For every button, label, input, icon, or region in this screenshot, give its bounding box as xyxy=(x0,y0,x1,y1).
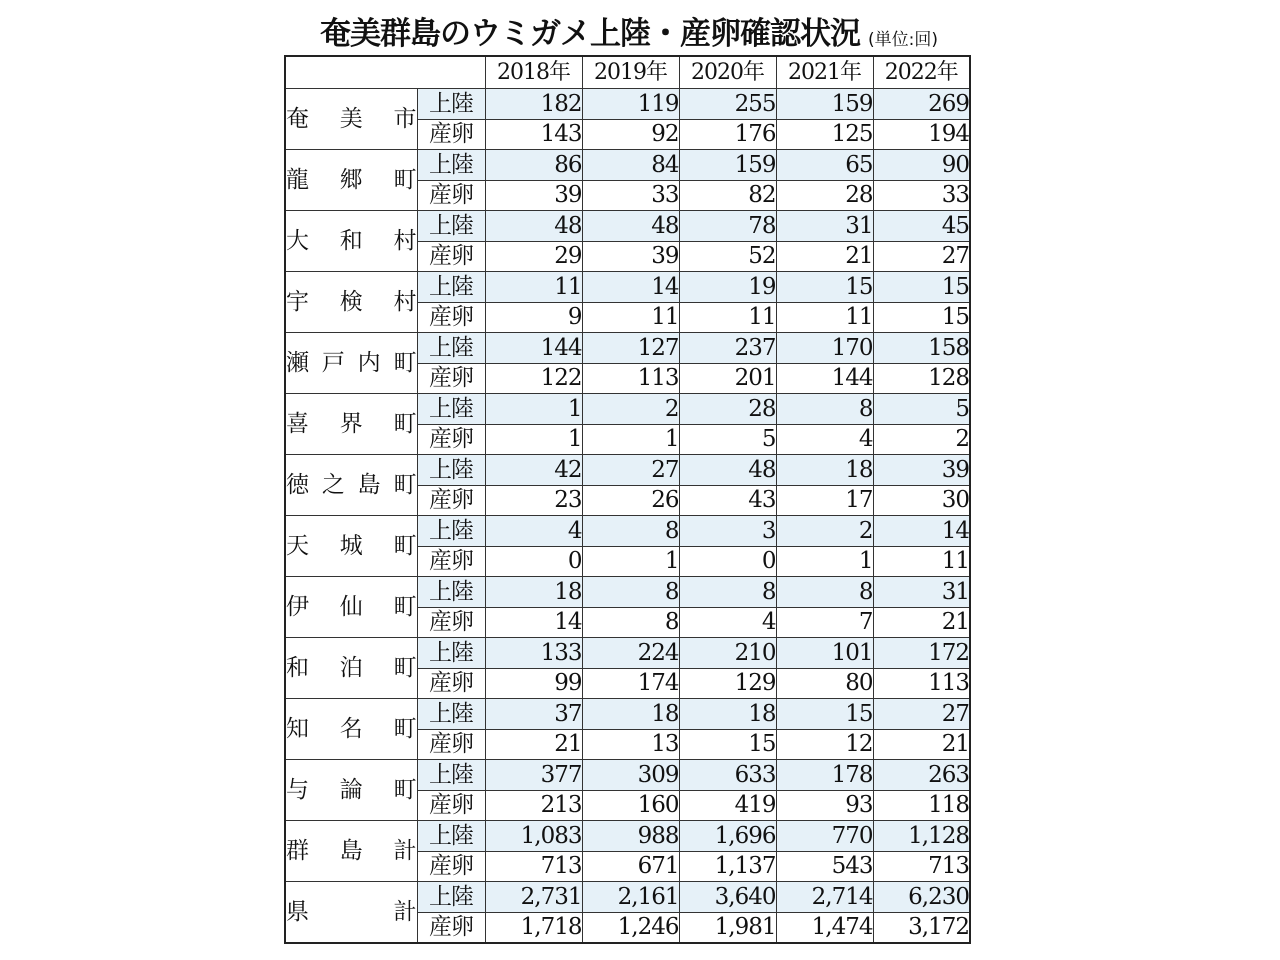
landing-count: 78 xyxy=(679,211,776,242)
landing-count: 48 xyxy=(485,211,582,242)
landing-label: 上陸 xyxy=(417,516,485,547)
landing-count: 86 xyxy=(485,150,582,181)
nesting-label: 産卵 xyxy=(417,485,485,516)
municipality-name: 大和村 xyxy=(285,211,417,272)
year-header: 2022年 xyxy=(873,56,970,89)
table-row xyxy=(285,394,970,425)
landing-label: 上陸 xyxy=(417,577,485,608)
nesting-count: 1 xyxy=(582,424,679,455)
municipality-name: 瀬戸内町 xyxy=(285,333,417,394)
municipality-name: 龍郷町 xyxy=(285,150,417,211)
nesting-count: 11 xyxy=(582,302,679,333)
nesting-count: 671 xyxy=(582,851,679,882)
nesting-count: 21 xyxy=(485,729,582,760)
corner-cell xyxy=(285,56,485,89)
landing-count: 8 xyxy=(776,394,873,425)
table-row xyxy=(285,516,970,547)
nesting-count: 9 xyxy=(485,302,582,333)
nesting-count: 1,137 xyxy=(679,851,776,882)
nesting-count: 713 xyxy=(485,851,582,882)
nesting-count: 1,718 xyxy=(485,912,582,943)
table-row xyxy=(285,333,970,364)
nesting-count: 419 xyxy=(679,790,776,821)
landing-count: 8 xyxy=(679,577,776,608)
nesting-count: 21 xyxy=(776,241,873,272)
landing-count: 27 xyxy=(873,699,970,730)
nesting-count: 11 xyxy=(679,302,776,333)
nesting-count: 33 xyxy=(582,180,679,211)
nesting-count: 128 xyxy=(873,363,970,394)
table-row xyxy=(285,211,970,242)
table-row xyxy=(285,821,970,852)
table-row xyxy=(285,577,970,608)
nesting-count: 1 xyxy=(485,424,582,455)
landing-count: 2,731 xyxy=(485,882,582,913)
municipality-name: 宇検村 xyxy=(285,272,417,333)
nesting-count: 1,474 xyxy=(776,912,873,943)
table-row xyxy=(285,882,970,913)
landing-count: 170 xyxy=(776,333,873,364)
landing-label: 上陸 xyxy=(417,272,485,303)
municipality-name: 天城町 xyxy=(285,516,417,577)
nesting-count: 26 xyxy=(582,485,679,516)
municipality-name: 喜界町 xyxy=(285,394,417,455)
nesting-count: 99 xyxy=(485,668,582,699)
table-row xyxy=(285,89,970,120)
nesting-count: 92 xyxy=(582,119,679,150)
nesting-count: 80 xyxy=(776,668,873,699)
landing-count: 18 xyxy=(679,699,776,730)
landing-count: 8 xyxy=(582,516,679,547)
nesting-count: 13 xyxy=(582,729,679,760)
landing-count: 45 xyxy=(873,211,970,242)
landing-count: 48 xyxy=(582,211,679,242)
landing-count: 31 xyxy=(873,577,970,608)
landing-label: 上陸 xyxy=(417,638,485,669)
landing-label: 上陸 xyxy=(417,394,485,425)
landing-count: 3,640 xyxy=(679,882,776,913)
nesting-label: 産卵 xyxy=(417,363,485,394)
nesting-label: 産卵 xyxy=(417,912,485,943)
landing-count: 15 xyxy=(873,272,970,303)
landing-label: 上陸 xyxy=(417,89,485,120)
nesting-count: 174 xyxy=(582,668,679,699)
nesting-label: 産卵 xyxy=(417,119,485,150)
municipality-name: 群島計 xyxy=(285,821,417,882)
nesting-count: 118 xyxy=(873,790,970,821)
header-row xyxy=(285,56,970,89)
nesting-count: 14 xyxy=(485,607,582,638)
landing-label: 上陸 xyxy=(417,699,485,730)
municipality-name: 知名町 xyxy=(285,699,417,760)
nesting-count: 52 xyxy=(679,241,776,272)
nesting-count: 43 xyxy=(679,485,776,516)
landing-count: 39 xyxy=(873,455,970,486)
turtle-survey-table xyxy=(284,55,971,944)
table-row xyxy=(285,150,970,181)
landing-count: 5 xyxy=(873,394,970,425)
municipality-name: 伊仙町 xyxy=(285,577,417,638)
nesting-count: 0 xyxy=(679,546,776,577)
landing-label: 上陸 xyxy=(417,760,485,791)
landing-label: 上陸 xyxy=(417,821,485,852)
nesting-label: 産卵 xyxy=(417,668,485,699)
nesting-count: 33 xyxy=(873,180,970,211)
table-title: 奄美群島のウミガメ上陸・産卵確認状況 xyxy=(320,16,860,52)
landing-count: 101 xyxy=(776,638,873,669)
landing-label: 上陸 xyxy=(417,882,485,913)
landing-count: 65 xyxy=(776,150,873,181)
nesting-count: 1 xyxy=(582,546,679,577)
municipality-name: 県計 xyxy=(285,882,417,944)
landing-count: 133 xyxy=(485,638,582,669)
nesting-count: 1,981 xyxy=(679,912,776,943)
landing-count: 48 xyxy=(679,455,776,486)
nesting-count: 129 xyxy=(679,668,776,699)
landing-count: 309 xyxy=(582,760,679,791)
landing-count: 269 xyxy=(873,89,970,120)
landing-count: 27 xyxy=(582,455,679,486)
nesting-count: 39 xyxy=(485,180,582,211)
nesting-count: 113 xyxy=(873,668,970,699)
nesting-label: 産卵 xyxy=(417,790,485,821)
nesting-count: 213 xyxy=(485,790,582,821)
nesting-count: 713 xyxy=(873,851,970,882)
nesting-label: 産卵 xyxy=(417,851,485,882)
municipality-name: 奄美市 xyxy=(285,89,417,150)
nesting-count: 21 xyxy=(873,729,970,760)
landing-count: 172 xyxy=(873,638,970,669)
landing-count: 18 xyxy=(485,577,582,608)
table-row xyxy=(285,638,970,669)
landing-count: 28 xyxy=(679,394,776,425)
unit-note: (単位:回) xyxy=(868,30,938,50)
landing-count: 1,128 xyxy=(873,821,970,852)
landing-count: 2,161 xyxy=(582,882,679,913)
table-row xyxy=(285,455,970,486)
nesting-count: 3,172 xyxy=(873,912,970,943)
nesting-count: 194 xyxy=(873,119,970,150)
landing-count: 237 xyxy=(679,333,776,364)
year-header: 2020年 xyxy=(679,56,776,89)
year-header: 2021年 xyxy=(776,56,873,89)
nesting-count: 113 xyxy=(582,363,679,394)
landing-count: 988 xyxy=(582,821,679,852)
nesting-label: 産卵 xyxy=(417,607,485,638)
nesting-count: 4 xyxy=(679,607,776,638)
landing-count: 255 xyxy=(679,89,776,120)
municipality-name: 徳之島町 xyxy=(285,455,417,516)
landing-count: 18 xyxy=(776,455,873,486)
nesting-count: 0 xyxy=(485,546,582,577)
landing-count: 1,696 xyxy=(679,821,776,852)
nesting-count: 1,246 xyxy=(582,912,679,943)
nesting-count: 8 xyxy=(582,607,679,638)
landing-count: 2 xyxy=(582,394,679,425)
landing-label: 上陸 xyxy=(417,455,485,486)
landing-count: 770 xyxy=(776,821,873,852)
nesting-count: 23 xyxy=(485,485,582,516)
nesting-count: 543 xyxy=(776,851,873,882)
nesting-count: 11 xyxy=(873,546,970,577)
landing-count: 119 xyxy=(582,89,679,120)
landing-label: 上陸 xyxy=(417,150,485,181)
landing-count: 15 xyxy=(776,272,873,303)
year-header: 2018年 xyxy=(485,56,582,89)
landing-count: 1 xyxy=(485,394,582,425)
landing-count: 144 xyxy=(485,333,582,364)
nesting-count: 122 xyxy=(485,363,582,394)
landing-count: 2 xyxy=(776,516,873,547)
landing-count: 159 xyxy=(776,89,873,120)
landing-count: 8 xyxy=(776,577,873,608)
nesting-count: 125 xyxy=(776,119,873,150)
landing-count: 1,083 xyxy=(485,821,582,852)
nesting-count: 160 xyxy=(582,790,679,821)
nesting-count: 29 xyxy=(485,241,582,272)
nesting-count: 2 xyxy=(873,424,970,455)
landing-count: 37 xyxy=(485,699,582,730)
landing-count: 19 xyxy=(679,272,776,303)
year-header: 2019年 xyxy=(582,56,679,89)
landing-count: 178 xyxy=(776,760,873,791)
title-block xyxy=(284,10,974,54)
nesting-count: 27 xyxy=(873,241,970,272)
landing-count: 31 xyxy=(776,211,873,242)
landing-count: 263 xyxy=(873,760,970,791)
landing-count: 127 xyxy=(582,333,679,364)
table-row xyxy=(285,272,970,303)
landing-count: 224 xyxy=(582,638,679,669)
landing-count: 6,230 xyxy=(873,882,970,913)
table-row xyxy=(285,699,970,730)
landing-count: 182 xyxy=(485,89,582,120)
nesting-count: 93 xyxy=(776,790,873,821)
municipality-name: 和泊町 xyxy=(285,638,417,699)
nesting-count: 144 xyxy=(776,363,873,394)
nesting-count: 12 xyxy=(776,729,873,760)
landing-count: 377 xyxy=(485,760,582,791)
nesting-label: 産卵 xyxy=(417,241,485,272)
nesting-count: 15 xyxy=(679,729,776,760)
landing-count: 158 xyxy=(873,333,970,364)
landing-count: 11 xyxy=(485,272,582,303)
nesting-count: 11 xyxy=(776,302,873,333)
nesting-count: 28 xyxy=(776,180,873,211)
municipality-name: 与論町 xyxy=(285,760,417,821)
nesting-label: 産卵 xyxy=(417,302,485,333)
table-row xyxy=(285,760,970,791)
landing-count: 2,714 xyxy=(776,882,873,913)
nesting-count: 15 xyxy=(873,302,970,333)
landing-count: 90 xyxy=(873,150,970,181)
landing-count: 159 xyxy=(679,150,776,181)
landing-count: 3 xyxy=(679,516,776,547)
landing-count: 18 xyxy=(582,699,679,730)
nesting-count: 201 xyxy=(679,363,776,394)
table-body xyxy=(285,89,970,944)
nesting-count: 143 xyxy=(485,119,582,150)
landing-label: 上陸 xyxy=(417,211,485,242)
nesting-count: 82 xyxy=(679,180,776,211)
nesting-label: 産卵 xyxy=(417,729,485,760)
landing-count: 14 xyxy=(582,272,679,303)
nesting-count: 5 xyxy=(679,424,776,455)
nesting-count: 17 xyxy=(776,485,873,516)
nesting-count: 30 xyxy=(873,485,970,516)
nesting-label: 産卵 xyxy=(417,546,485,577)
landing-count: 15 xyxy=(776,699,873,730)
landing-label: 上陸 xyxy=(417,333,485,364)
nesting-count: 21 xyxy=(873,607,970,638)
landing-count: 14 xyxy=(873,516,970,547)
nesting-count: 7 xyxy=(776,607,873,638)
landing-count: 84 xyxy=(582,150,679,181)
nesting-label: 産卵 xyxy=(417,180,485,211)
nesting-label: 産卵 xyxy=(417,424,485,455)
nesting-count: 4 xyxy=(776,424,873,455)
landing-count: 210 xyxy=(679,638,776,669)
landing-count: 42 xyxy=(485,455,582,486)
landing-count: 8 xyxy=(582,577,679,608)
landing-count: 4 xyxy=(485,516,582,547)
nesting-count: 1 xyxy=(776,546,873,577)
landing-count: 633 xyxy=(679,760,776,791)
nesting-count: 39 xyxy=(582,241,679,272)
nesting-count: 176 xyxy=(679,119,776,150)
